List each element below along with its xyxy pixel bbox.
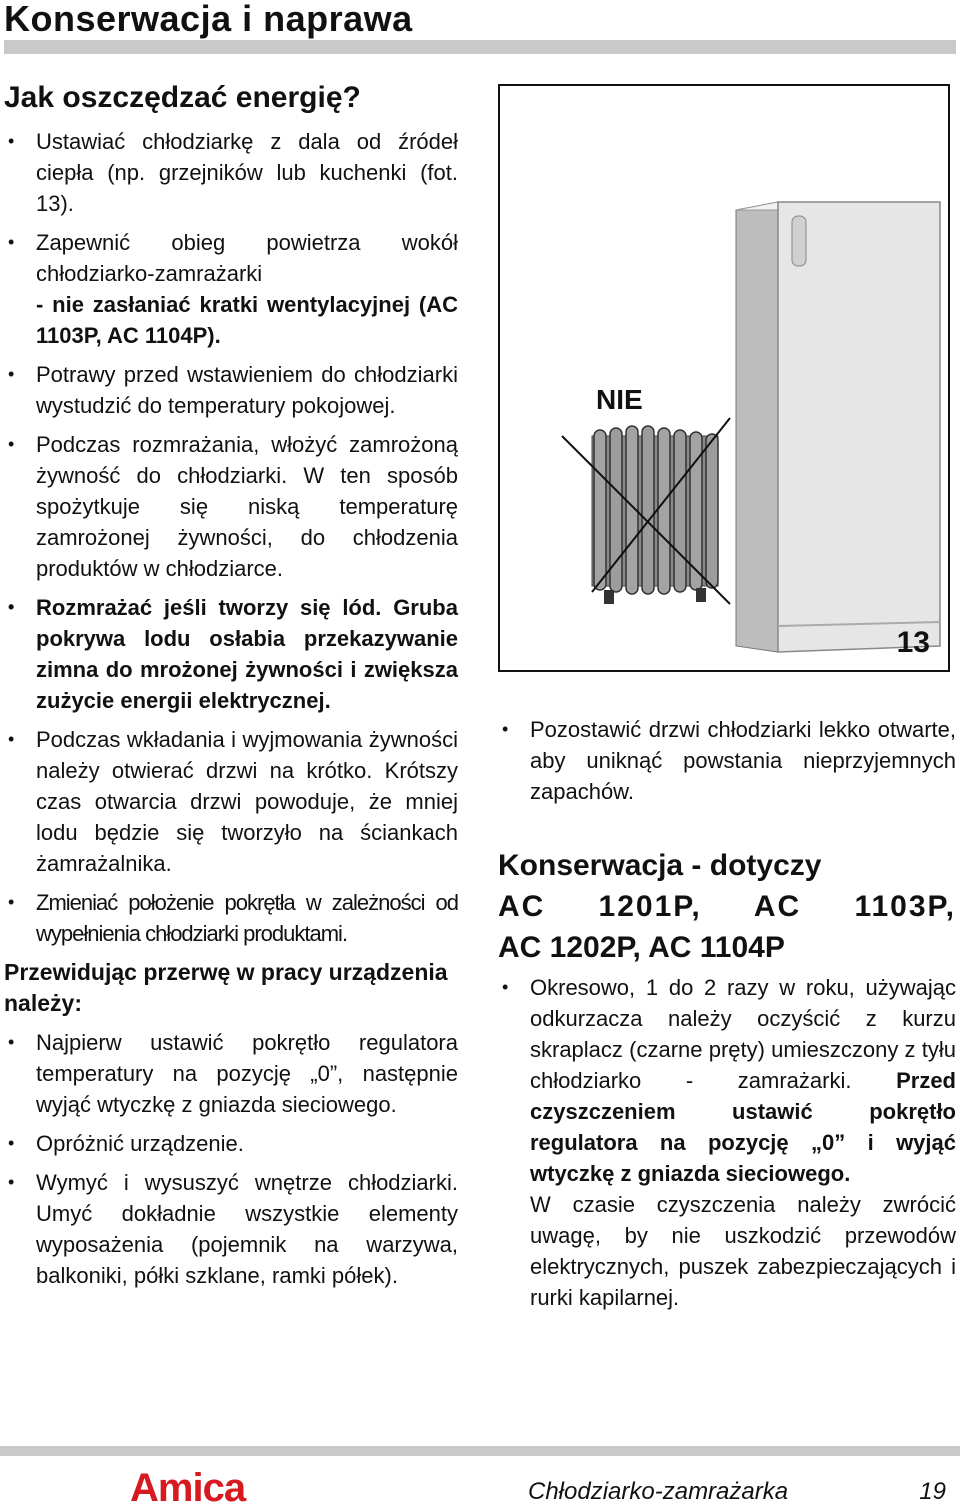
figure-13 (498, 84, 950, 672)
models-line-1: AC 1201P, AC 1103P, (498, 890, 956, 923)
figure-number: 13 (896, 626, 930, 659)
list-item: • Wymyć i wysuszyć wnętrze chłodziarki. Umyć dokładnie wszystkie elementy wyposażenia (pojemnik na warzywa, balkoniki, półki szklane, ramki półek). (4, 1167, 458, 1291)
list-item: • Okresowo, 1 do 2 razy w roku, używając odkurzacza należy oczyścić z kurzu skraplacz (czarne pręty) umieszczony z tyłu chłodziarko - zamrażarki. Przed czyszczeniem ustawić pokrętło regulatora na pozycję „0” i wyjąć wtyczkę z gniazda sieciowego. W czasie czyszczenia należy zwrócić uwagę, by nie uszkodzić przewodów elektrycznych, puszek zabezpieczających i rurki kapilarnej. (498, 972, 956, 1313)
radiator-fridge-illustration (500, 86, 948, 670)
vent-note: - nie zasłaniać kratki wentylacyjnej (AC 1103P, AC 1104P). (36, 292, 458, 348)
clean-list (498, 972, 956, 1313)
list-item: • Potrawy przed wstawieniem do chłodziarki wystudzić do temperatury pokojowej. (4, 359, 458, 421)
models-line-2: AC 1202P, AC 1104P (498, 931, 785, 964)
page-title: Konserwacja i naprawa (4, 0, 413, 39)
footer-product: Chłodziarko-zamrażarka (528, 1478, 789, 1505)
clean-warning: Przed czyszczeniem ustawić pokrętło regulatora na pozycję „0” i wyjąć wtyczkę z gniazda sieciowego. (530, 1068, 956, 1186)
energy-list (4, 126, 458, 949)
left-column (4, 80, 458, 1299)
energy-heading: Jak oszczędzać energię? (4, 81, 361, 114)
list-item: • Najpierw ustawić pokrętło regulatora temperatury na pozycję „0”, następnie wyjąć wtyczkę z gniazda sieciowego. (4, 1027, 458, 1120)
fridge-icon (736, 202, 940, 652)
list-item: • Zmieniać położenie pokrętła w zależności od wypełnienia chłodziarki produktami. (4, 887, 458, 949)
defrost-bold: Rozmrażać jeśli tworzy się lód. (36, 595, 382, 620)
list-item: • Ustawiać chłodziarkę z dala od źródeł ciepła (np. grzejników lub kuchenki (fot. 13). (4, 126, 458, 219)
footer-rule (0, 1446, 960, 1456)
page-number: 19 (919, 1478, 946, 1505)
list-item: • Pozostawić drzwi chłodziarki lekko otwarte, aby uniknąć powstania nieprzyjemnych zapachów. (498, 714, 956, 807)
pause-list (4, 1027, 458, 1291)
pause-heading: Przewidując przerwę w pracy urządzenia należy: (4, 959, 448, 1016)
amica-logo: Amica (130, 1466, 246, 1510)
maintenance-heading: Konserwacja - dotyczy (498, 849, 822, 882)
list-item: • Zapewnić obieg powietrza wokół chłodziarko-zamrażarki - nie zasłaniać kratki wentylacyjnej (AC 1103P, AC 1104P). (4, 227, 458, 351)
right-column (498, 714, 956, 1321)
list-item: • Opróżnić urządzenie. (4, 1128, 458, 1159)
door-list (498, 714, 956, 807)
list-item (4, 592, 458, 716)
defrost-rest: Gruba pokrywa lodu osłabia przekazywanie zimna do mrożonej żywności i zwiększa zużycie energii elektrycznej. (36, 595, 458, 713)
list-item: • Podczas rozmrażania, włożyć zamrożoną żywność do chłodziarki. W ten sposób spożytkuje się niską temperaturę zamrożonej żywności, do chłodzenia produktów w chłodziarce. (4, 429, 458, 584)
clean-note: W czasie czyszczenia należy zwrócić uwagę, by nie uszkodzić przewodów elektrycznych, puszek zabezpieczających i rurki kapilarnej. (530, 1192, 956, 1310)
list-item: • Podczas wkładania i wyjmowania żywności należy otwierać drzwi na krótko. Krótszy czas otwarcia drzwi powoduje, że mniej lodu będzie się tworzyło na ściankach żamrażalnika. (4, 724, 458, 879)
header-rule (4, 40, 956, 54)
radiator-icon (592, 426, 718, 604)
figure-label: NIE (596, 384, 643, 415)
